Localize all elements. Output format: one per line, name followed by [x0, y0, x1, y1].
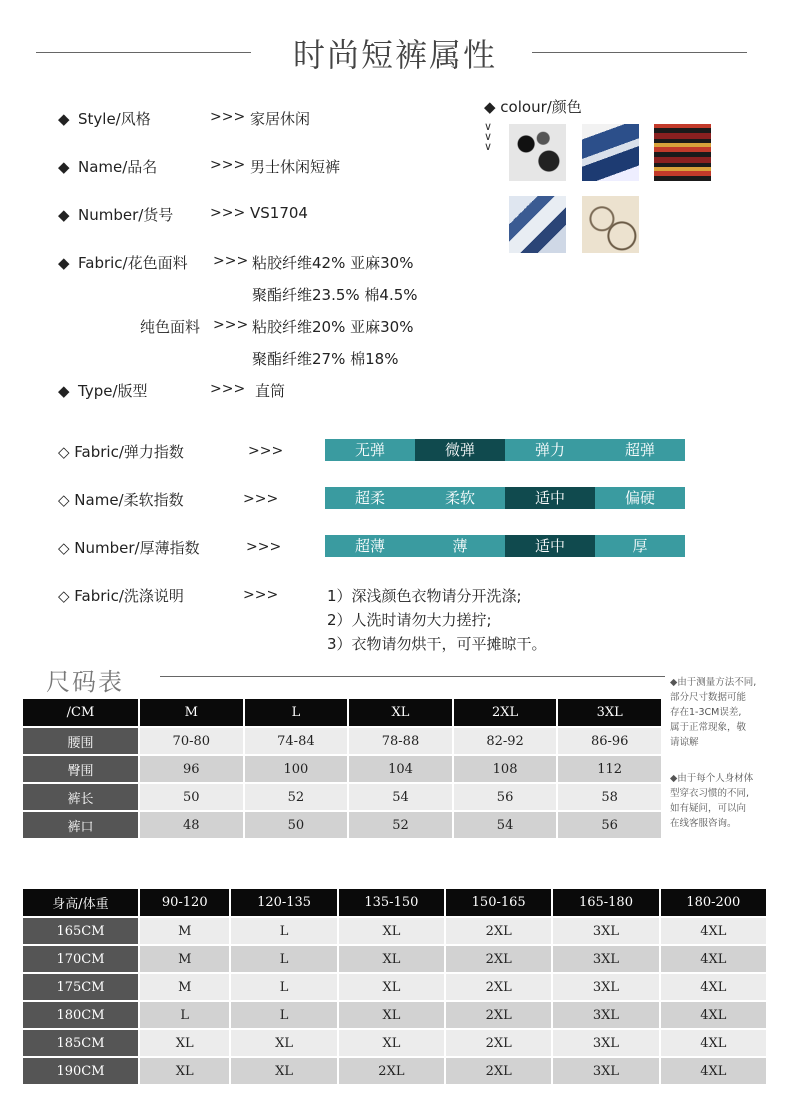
attr-value: 粘胶纤维42% 亚麻30% — [252, 254, 414, 272]
table-row-header: 170CM — [23, 945, 139, 973]
scale-option: 无弹 — [354, 441, 385, 459]
elasticity-scale — [325, 439, 685, 461]
table-header-cell: /CM — [23, 699, 139, 727]
table-header-row — [23, 889, 767, 917]
table-row — [23, 1001, 767, 1029]
attr-type — [58, 380, 286, 401]
attr-label: Number/货号 — [78, 206, 174, 224]
attr-arrow: >>> — [213, 253, 249, 269]
attr-label: Fabric/花色面料 — [78, 254, 188, 272]
table-cell: 70-80 — [139, 727, 244, 755]
fit-note — [670, 771, 753, 831]
table-cell: 4XL — [660, 945, 767, 973]
table-cell: XL — [230, 1029, 337, 1057]
table-cell: 56 — [453, 783, 558, 811]
note-line: 在线客服咨询。 — [670, 818, 737, 829]
table-cell: 52 — [244, 783, 349, 811]
table-header-cell: 身高/体重 — [23, 889, 139, 917]
colour-label: ◆ colour/颜色 — [484, 98, 582, 116]
scale-option: 超薄 — [354, 537, 385, 555]
table-row — [23, 1029, 767, 1057]
washing-arrow: >>> — [243, 587, 279, 603]
table-cell: M — [139, 945, 230, 973]
table-cell: L — [230, 917, 337, 945]
scale-option: 超弹 — [624, 441, 655, 459]
attr-label: Name/品名 — [78, 158, 158, 176]
note-line: 属于正常现象，敬 — [670, 722, 747, 733]
table-cell: L — [230, 1001, 337, 1029]
table-row — [23, 727, 662, 755]
attr-value: 粘胶纤维20% 亚麻30% — [252, 318, 414, 336]
note-line: 请谅解 — [670, 737, 699, 748]
size-chart-divider — [160, 676, 665, 677]
note-line: 型穿衣习惯的不同, — [670, 788, 750, 799]
table-header-cell: 180-200 — [660, 889, 767, 917]
attr-arrow: >>> — [213, 317, 249, 333]
table-cell: XL — [338, 945, 445, 973]
colour-swatch-blue-white-print[interactable] — [582, 124, 639, 181]
table-cell: M — [139, 973, 230, 1001]
attr-label: Style/风格 — [78, 110, 151, 128]
attr-fabric-print — [58, 252, 418, 304]
table-header-cell: XL — [348, 699, 453, 727]
table-cell: 2XL — [445, 945, 552, 973]
table-row — [23, 973, 767, 1001]
attr-value: 直筒 — [255, 382, 286, 400]
attr-value: VS1704 — [250, 204, 308, 222]
table-cell: 2XL — [445, 917, 552, 945]
scale-option: 厚 — [632, 537, 648, 555]
table-row — [23, 1057, 767, 1085]
table-header-cell: 120-135 — [230, 889, 337, 917]
note-line: ◆由于每个人身材体 — [670, 773, 754, 784]
diamond-icon: ◆ — [58, 382, 70, 400]
table-cell: 2XL — [338, 1057, 445, 1085]
colour-swatch-blue-landscape-print[interactable] — [509, 196, 566, 253]
table-header-cell: 90-120 — [139, 889, 230, 917]
table-cell: L — [230, 973, 337, 1001]
attr-value-line2: 聚酯纤维23.5% 棉4.5% — [252, 286, 418, 304]
table-cell: XL — [139, 1057, 230, 1085]
washing-line-1: 1）深浅颜色衣物请分开洗涤; — [327, 587, 522, 605]
table-cell: 96 — [139, 755, 244, 783]
softness-arrow: >>> — [243, 491, 279, 507]
note-line: 如有疑问，可以向 — [670, 803, 747, 814]
attr-label: Type/版型 — [78, 382, 148, 400]
measurement-note — [670, 675, 756, 750]
table-cell: 82-92 — [453, 727, 558, 755]
colour-swatch-black-white-floral[interactable] — [509, 124, 566, 181]
washing-label: ◇ Fabric/洗涤说明 — [58, 587, 184, 605]
table-cell: 3XL — [552, 1029, 659, 1057]
scale-option: 柔软 — [444, 489, 475, 507]
table-cell: L — [139, 1001, 230, 1029]
scale-option: 偏硬 — [624, 489, 655, 507]
scale-option: 微弹 — [415, 439, 505, 461]
elasticity-label: ◇ Fabric/弹力指数 — [58, 443, 184, 461]
table-row — [23, 783, 662, 811]
table-cell: 4XL — [660, 973, 767, 1001]
table-cell: XL — [338, 917, 445, 945]
table-row-header: 190CM — [23, 1057, 139, 1085]
table-header-cell: 165-180 — [552, 889, 659, 917]
attr-style — [58, 108, 311, 129]
table-cell: 54 — [453, 811, 558, 839]
attr-value: 家居休闲 — [250, 110, 311, 128]
table-cell: 58 — [557, 783, 662, 811]
table-cell: 78-88 — [348, 727, 453, 755]
table-row — [23, 945, 767, 973]
page-title: 时尚短裤属性 — [292, 36, 497, 74]
table-cell: 4XL — [660, 1029, 767, 1057]
table-header-row — [23, 699, 662, 727]
table-cell: XL — [338, 1029, 445, 1057]
table-header-cell: M — [139, 699, 244, 727]
table-cell: 2XL — [445, 1029, 552, 1057]
table-cell: 56 — [557, 811, 662, 839]
table-cell: M — [139, 917, 230, 945]
fit-chart-table — [23, 889, 768, 1086]
table-header-cell: 3XL — [557, 699, 662, 727]
scale-option: 适中 — [505, 487, 595, 509]
table-row — [23, 755, 662, 783]
diamond-icon: ◆ — [58, 158, 70, 176]
table-row-header: 裤口 — [23, 811, 139, 839]
table-cell: XL — [230, 1057, 337, 1085]
thickness-arrow: >>> — [246, 539, 282, 555]
washing-line-3: 3）衣物请勿烘干，可平摊晾干。 — [327, 635, 547, 653]
table-cell: 4XL — [660, 917, 767, 945]
title-divider-right — [532, 52, 747, 53]
attr-value: 男士休闲短裤 — [250, 158, 341, 176]
elasticity-arrow: >>> — [248, 443, 284, 459]
table-row-header: 臀围 — [23, 755, 139, 783]
softness-label: ◇ Name/柔软指数 — [58, 491, 184, 509]
chevron-down-icon: ∨ ∨ ∨ — [484, 120, 493, 153]
attr-arrow: >>> — [210, 381, 246, 397]
attr-arrow: >>> — [210, 109, 246, 125]
table-header-cell: 150-165 — [445, 889, 552, 917]
size-chart-table — [23, 699, 663, 840]
table-row-header: 165CM — [23, 917, 139, 945]
table-row-header: 175CM — [23, 973, 139, 1001]
attr-label: 纯色面料 — [140, 318, 201, 336]
table-cell: 52 — [348, 811, 453, 839]
diamond-icon: ◆ — [58, 206, 70, 224]
table-cell: 2XL — [445, 973, 552, 1001]
table-row-header: 裤长 — [23, 783, 139, 811]
table-cell: 3XL — [552, 945, 659, 973]
table-cell: 54 — [348, 783, 453, 811]
table-row-header: 185CM — [23, 1029, 139, 1057]
attr-value-line2: 聚酯纤维27% 棉18% — [252, 350, 399, 368]
thickness-label: ◇ Number/厚薄指数 — [58, 539, 200, 557]
note-line: ◆由于测量方法不同, — [670, 677, 757, 688]
table-cell: 86-96 — [557, 727, 662, 755]
table-header-cell: L — [244, 699, 349, 727]
diamond-icon: ◆ — [58, 110, 70, 128]
table-row — [23, 811, 662, 839]
softness-scale — [325, 487, 685, 509]
attr-name — [58, 156, 341, 177]
attr-arrow: >>> — [210, 157, 246, 173]
thickness-scale — [325, 535, 685, 557]
table-cell: 112 — [557, 755, 662, 783]
size-chart-title: 尺码表 — [46, 668, 124, 696]
table-row-header: 180CM — [23, 1001, 139, 1029]
attr-arrow: >>> — [210, 205, 246, 221]
table-cell: 104 — [348, 755, 453, 783]
scale-option: 超柔 — [354, 489, 385, 507]
table-header-cell: 2XL — [453, 699, 558, 727]
table-cell: 50 — [244, 811, 349, 839]
table-cell: 3XL — [552, 973, 659, 1001]
attr-fabric-solid — [140, 316, 414, 368]
table-header-cell: 135-150 — [338, 889, 445, 917]
scale-option: 薄 — [452, 537, 468, 555]
table-cell: 3XL — [552, 1001, 659, 1029]
table-cell: 48 — [139, 811, 244, 839]
note-line: 部分尺寸数据可能 — [670, 692, 747, 703]
washing-line-2: 2）人洗时请勿大力搓拧; — [327, 611, 492, 629]
table-cell: 2XL — [445, 1057, 552, 1085]
note-line: 存在1-3CM误差, — [670, 707, 742, 718]
table-row-header: 腰围 — [23, 727, 139, 755]
colour-swatch-beige-paisley[interactable] — [582, 196, 639, 253]
table-cell: XL — [139, 1029, 230, 1057]
diamond-icon: ◆ — [58, 254, 70, 272]
table-row — [23, 917, 767, 945]
table-cell: 3XL — [552, 917, 659, 945]
table-cell: 3XL — [552, 1057, 659, 1085]
table-cell: 4XL — [660, 1057, 767, 1085]
table-cell: 4XL — [660, 1001, 767, 1029]
table-cell: XL — [338, 973, 445, 1001]
table-cell: L — [230, 945, 337, 973]
attr-number — [58, 204, 308, 225]
table-cell: 74-84 — [244, 727, 349, 755]
table-cell: 108 — [453, 755, 558, 783]
scale-option: 适中 — [505, 535, 595, 557]
table-cell: XL — [338, 1001, 445, 1029]
table-cell: 100 — [244, 755, 349, 783]
scale-option: 弹力 — [534, 441, 565, 459]
table-cell: 2XL — [445, 1001, 552, 1029]
colour-swatch-red-tribal-stripe[interactable] — [654, 124, 711, 181]
table-cell: 50 — [139, 783, 244, 811]
